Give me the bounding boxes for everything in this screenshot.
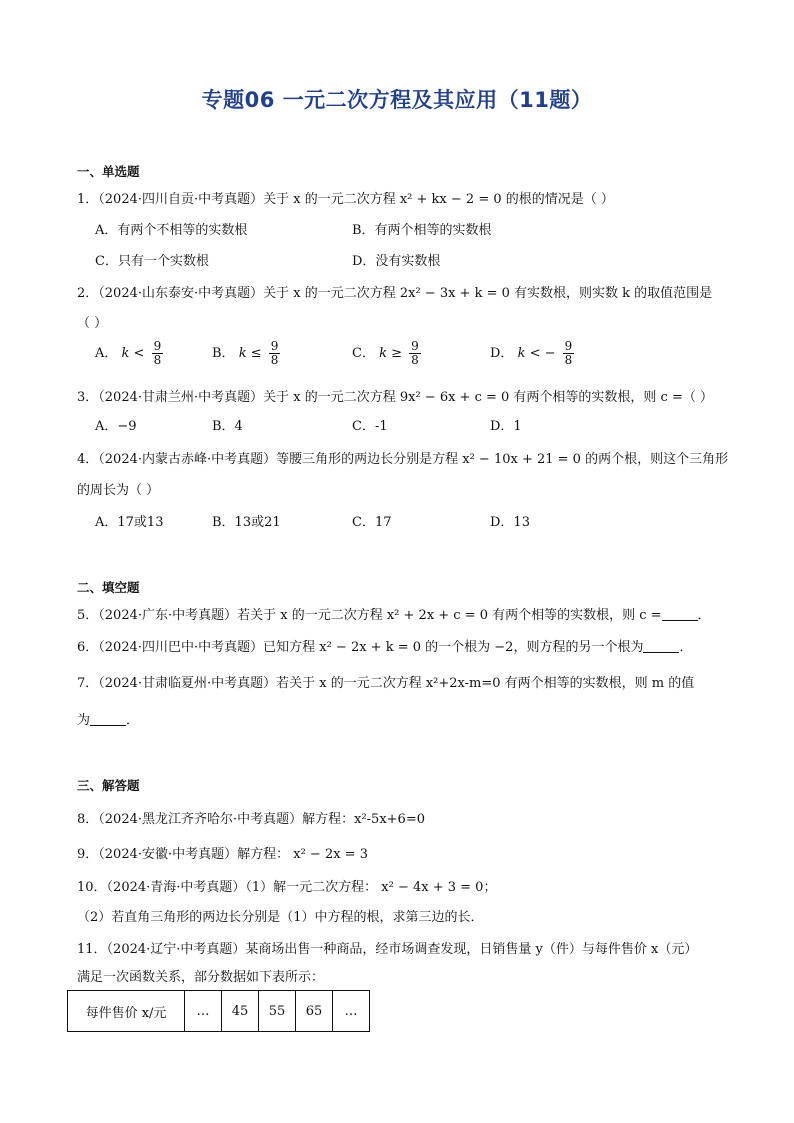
question-4-stem: 4．（2024·内蒙古赤峰·中考真题）等腰三角形的两边长分别是方程 x² − 10x + 21 = 0 的两个根，则这个三角形 — [77, 452, 729, 467]
question-5 — [77, 604, 711, 623]
option-letter: A． — [95, 346, 118, 361]
question-4-option-a: A．17或13 — [95, 515, 164, 530]
fraction-denominator: 8 — [153, 353, 162, 367]
question-2-option-d — [490, 340, 574, 367]
question-7-stem-cont: 为 — [77, 713, 91, 728]
question-7-cont — [77, 709, 139, 728]
option-expression: k ≥ — [379, 346, 402, 361]
fraction-numerator: 9 — [270, 339, 279, 353]
question-8-stem: 8．（2024·黑龙江齐齐哈尔·中考真题）解方程：x²-5x+6=0 — [77, 812, 425, 827]
table-cell: … — [185, 991, 222, 1032]
fraction-numerator: 9 — [564, 339, 573, 353]
page-title: 专题06 一元二次方程及其应用（11题） — [201, 88, 593, 112]
fraction-numerator: 9 — [153, 339, 162, 353]
question-5-end: ． — [697, 608, 711, 623]
question-1-option-d: D．没有实数根 — [352, 254, 441, 269]
option-letter: C． — [352, 346, 375, 361]
question-5-stem: 5．（2024·广东·中考真题）若关于 x 的一元二次方程 x² + 2x + c = 0 有两个相等的实数根，则 c = — [77, 608, 662, 623]
table-header-cell: 每件售价 x/元 — [68, 991, 185, 1032]
table-cell: … — [333, 991, 370, 1032]
fraction-denominator: 8 — [564, 353, 573, 367]
question-7-end: ． — [126, 713, 140, 728]
question-2-stem: 2．（2024·山东泰安·中考真题）关于 x 的一元二次方程 2x² − 3x + k = 0 有实数根，则实数 k 的取值范围是 — [77, 286, 713, 301]
question-6 — [77, 636, 692, 655]
question-1-stem: 1．（2024·四川自贡·中考真题）关于 x 的一元二次方程 x² + kx − 2 = 0 的根的情况是（ ） — [77, 192, 614, 207]
question-6-end: ． — [679, 640, 693, 655]
option-letter: B． — [212, 346, 235, 361]
question-6-stem: 6．（2024·四川巴中·中考真题）已知方程 x² − 2x + k = 0 的一个根为 −2，则方程的另一个根为 — [77, 640, 644, 655]
question-11-stem-cont: 满足一次函数关系，部分数据如下表所示： — [77, 970, 325, 985]
question-3-option-d: D．1 — [490, 419, 522, 434]
question-2-option-b — [212, 340, 280, 367]
question-10-stem: 10．（2024·青海·中考真题）（1）解一元二次方程： x² − 4x + 3 = 0； — [77, 880, 497, 895]
question-7-stem: 7．（2024·甘肃临夏州·中考真题）若关于 x 的一元二次方程 x²+2x-m=0 有两个相等的实数根，则 m 的值 — [77, 676, 695, 691]
question-3-option-b: B．4 — [212, 419, 243, 434]
question-1-option-a: A．有两个不相等的实数根 — [95, 223, 248, 238]
question-2-option-c — [352, 340, 421, 367]
answer-blank — [643, 640, 679, 653]
question-4-stem-cont: 的周长为（ ） — [77, 483, 160, 498]
fraction-denominator: 8 — [270, 353, 279, 367]
section-heading-single-choice: 一、单选题 — [77, 164, 140, 179]
price-table — [67, 990, 370, 1032]
option-letter: D． — [490, 346, 514, 361]
option-expression: k < — [121, 346, 145, 361]
option-expression: k ≤ — [238, 346, 262, 361]
question-4-option-d: D．13 — [490, 515, 530, 530]
fraction — [563, 340, 575, 367]
section-heading-fill-blank: 二、填空题 — [77, 580, 140, 595]
section-heading-answer: 三、解答题 — [77, 778, 140, 793]
question-10-part-2: （2）若直角三角形的两边长分别是（1）中方程的根，求第三边的长． — [77, 910, 484, 925]
question-4-option-c: C．17 — [352, 515, 392, 530]
question-9-stem: 9．（2024·安徽·中考真题）解方程： x² − 2x = 3 — [77, 847, 368, 862]
question-1-option-c: C．只有一个实数根 — [95, 254, 209, 269]
answer-blank — [90, 713, 126, 726]
question-3-option-a: A．−9 — [95, 419, 137, 434]
fraction-numerator: 9 — [411, 339, 419, 353]
question-1-option-b: B．有两个相等的实数根 — [352, 223, 492, 238]
table-cell: 55 — [259, 991, 296, 1032]
question-3-stem: 3．（2024·甘肃兰州·中考真题）关于 x 的一元二次方程 9x² − 6x + c = 0 有两个相等的实数根，则 c =（ ） — [77, 390, 713, 405]
question-2-stem-cont: （ ） — [77, 316, 108, 331]
fraction — [409, 340, 421, 367]
answer-blank — [662, 608, 698, 621]
option-expression: k < − — [517, 346, 556, 361]
table-row — [68, 991, 370, 1032]
fraction — [269, 340, 281, 367]
question-4-option-b: B．13或21 — [212, 515, 281, 530]
question-11-stem: 11．（2024·辽宁·中考真题）某商场出售一种商品，经市场调查发现，日销售量 y（件）与每件售价 x（元） — [77, 942, 698, 957]
table-cell: 65 — [296, 991, 333, 1032]
question-2-option-a — [95, 340, 163, 367]
fraction — [152, 340, 164, 367]
fraction-denominator: 8 — [411, 353, 419, 367]
question-3-option-c: C．-1 — [352, 419, 388, 434]
table-cell: 45 — [222, 991, 259, 1032]
